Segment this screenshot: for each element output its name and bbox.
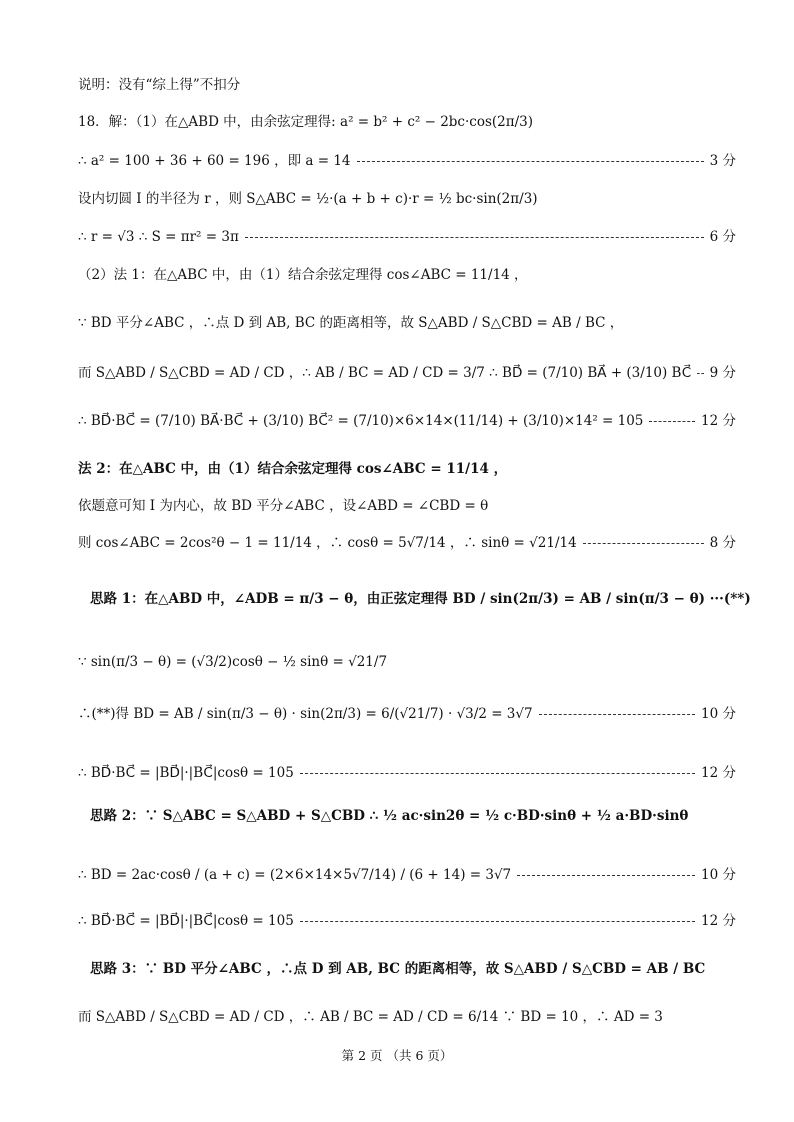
solution-line-17 bbox=[78, 866, 736, 884]
line-text: 18．解：（1）在△ABD 中，由余弦定理得: a² = b² + c² − 2bc·cos(2π/3) bbox=[78, 114, 534, 130]
line-text: （2）法 1：在△ABC 中，由（1）结合余弦定理得 cos∠ABC = 11/14 ， bbox=[78, 267, 528, 283]
line-text: 则 cos∠ABC = 2cos²θ − 1 = 11/14 ，∴ cosθ = 5√7/14 ，∴ sinθ = √21/14 bbox=[78, 535, 577, 551]
line-text: 而 S△ABD / S△CBD = AD / CD ，∴ AB / BC = AD / CD = 6/14 ∵ BD = 10 ，∴ AD = 3 bbox=[78, 1009, 663, 1025]
solution-line-13 bbox=[78, 653, 736, 671]
score-label: 12 分 bbox=[701, 913, 736, 929]
line-text: ∴ BD⃗·BC⃗ = |BD⃗|·|BC⃗|cosθ = 105 bbox=[78, 765, 294, 781]
dotted-leader bbox=[517, 875, 695, 876]
solution-line-8 bbox=[78, 412, 736, 430]
line-text: 而 S△ABD / S△CBD = AD / CD ，∴ AB / BC = AD / CD = 3/7 ∴ BD⃗ = (7/10) BA⃗ + (3/10) BC⃗ bbox=[78, 365, 692, 381]
line-text: 依题意可知 I 为内心，故 BD 平分∠ABC ，设∠ABD = ∠CBD = θ bbox=[78, 498, 489, 514]
solution-line-7 bbox=[78, 364, 736, 382]
solution-line-14 bbox=[78, 705, 736, 723]
line-text: ∴ BD⃗·BC⃗ = |BD⃗|·|BC⃗|cosθ = 105 bbox=[78, 913, 294, 929]
solution-line-6 bbox=[78, 314, 736, 332]
line-text: 思路 2：∵ S△ABC = S△ABD + S△CBD ∴ ½ ac·sin2θ = ½ c·BD·sinθ + ½ a·BD·sinθ bbox=[90, 808, 689, 824]
solution-line-11 bbox=[78, 534, 736, 552]
dotted-leader bbox=[649, 421, 695, 422]
score-label: 12 分 bbox=[701, 765, 736, 781]
score-label: 6 分 bbox=[709, 229, 736, 245]
line-text: 思路 3：∵ BD 平分∠ABC ，∴点 D 到 AB, BC 的距离相等，故 S△ABD / S△CBD = AB / BC bbox=[90, 961, 706, 977]
score-label: 10 分 bbox=[701, 706, 736, 722]
solution-line-5 bbox=[78, 266, 736, 284]
score-label: 12 分 bbox=[701, 413, 736, 429]
solution-line-2 bbox=[78, 152, 736, 170]
line-text: ∴(**)得 BD = AB / sin(π/3 − θ) · sin(2π/3) = 6/(√21/7) · √3/2 = 3√7 bbox=[78, 706, 533, 722]
page-footer: 第 2 页 （共 6 页） bbox=[341, 1048, 453, 1063]
line-text: ∵ sin(π/3 − θ) = (√3/2)cosθ − ½ sinθ = √21/7 bbox=[78, 654, 388, 670]
solution-line-4 bbox=[78, 228, 736, 246]
line-text: ∴ r = √3 ∴ S = πr² = 3π bbox=[78, 229, 239, 245]
note-text: 说明：没有“综上得”不扣分 bbox=[78, 77, 241, 93]
line-text: ∴ a² = 100 + 36 + 60 = 196 ，即 a = 14 bbox=[78, 153, 351, 169]
line-text: ∴ BD⃗·BC⃗ = (7/10) BA⃗·BC⃗ + (3/10) BC⃗² = (7/10)×6×14×(11/14) + (3/10)×14² = 105 bbox=[78, 413, 644, 429]
line-text: ∴ BD = 2ac·cosθ / (a + c) = (2×6×14×5√7/14) / (6 + 14) = 3√7 bbox=[78, 867, 512, 883]
dotted-leader bbox=[583, 543, 704, 544]
dotted-leader bbox=[245, 237, 704, 238]
solution-line-19 bbox=[90, 960, 736, 978]
solution-line-15 bbox=[78, 764, 736, 782]
dotted-leader bbox=[300, 773, 695, 774]
solution-line-18 bbox=[78, 912, 736, 930]
dotted-leader bbox=[357, 161, 704, 162]
line-text: 设内切圆 I 的半径为 r ，则 S△ABC = ½·(a + b + c)·r = ½ bc·sin(2π/3) bbox=[78, 191, 538, 207]
score-label: 9 分 bbox=[709, 365, 736, 381]
solution-line-20 bbox=[78, 1008, 736, 1026]
dotted-leader bbox=[539, 714, 695, 715]
solution-line-9 bbox=[78, 460, 736, 478]
dotted-leader bbox=[697, 373, 703, 374]
solution-line-1 bbox=[78, 113, 736, 131]
score-label: 3 分 bbox=[709, 153, 736, 169]
dotted-leader bbox=[300, 921, 695, 922]
note-line bbox=[78, 76, 736, 94]
score-label: 8 分 bbox=[709, 535, 736, 551]
solution-line-10 bbox=[78, 497, 736, 515]
solution-line-12 bbox=[90, 590, 751, 608]
score-label: 10 分 bbox=[701, 867, 736, 883]
solution-line-3 bbox=[78, 190, 736, 208]
line-text: 法 2：在△ABC 中，由（1）结合余弦定理得 cos∠ABC = 11/14 ， bbox=[78, 461, 508, 477]
line-text: 思路 1：在△ABD 中，∠ADB = π/3 − θ，由正弦定理得 BD / sin(2π/3) = AB / sin(π/3 − θ) ···(**) bbox=[90, 591, 751, 607]
line-text: ∵ BD 平分∠ABC ，∴点 D 到 AB, BC 的距离相等，故 S△ABD / S△CBD = AB / BC ， bbox=[78, 315, 624, 331]
solution-line-16 bbox=[90, 807, 736, 825]
